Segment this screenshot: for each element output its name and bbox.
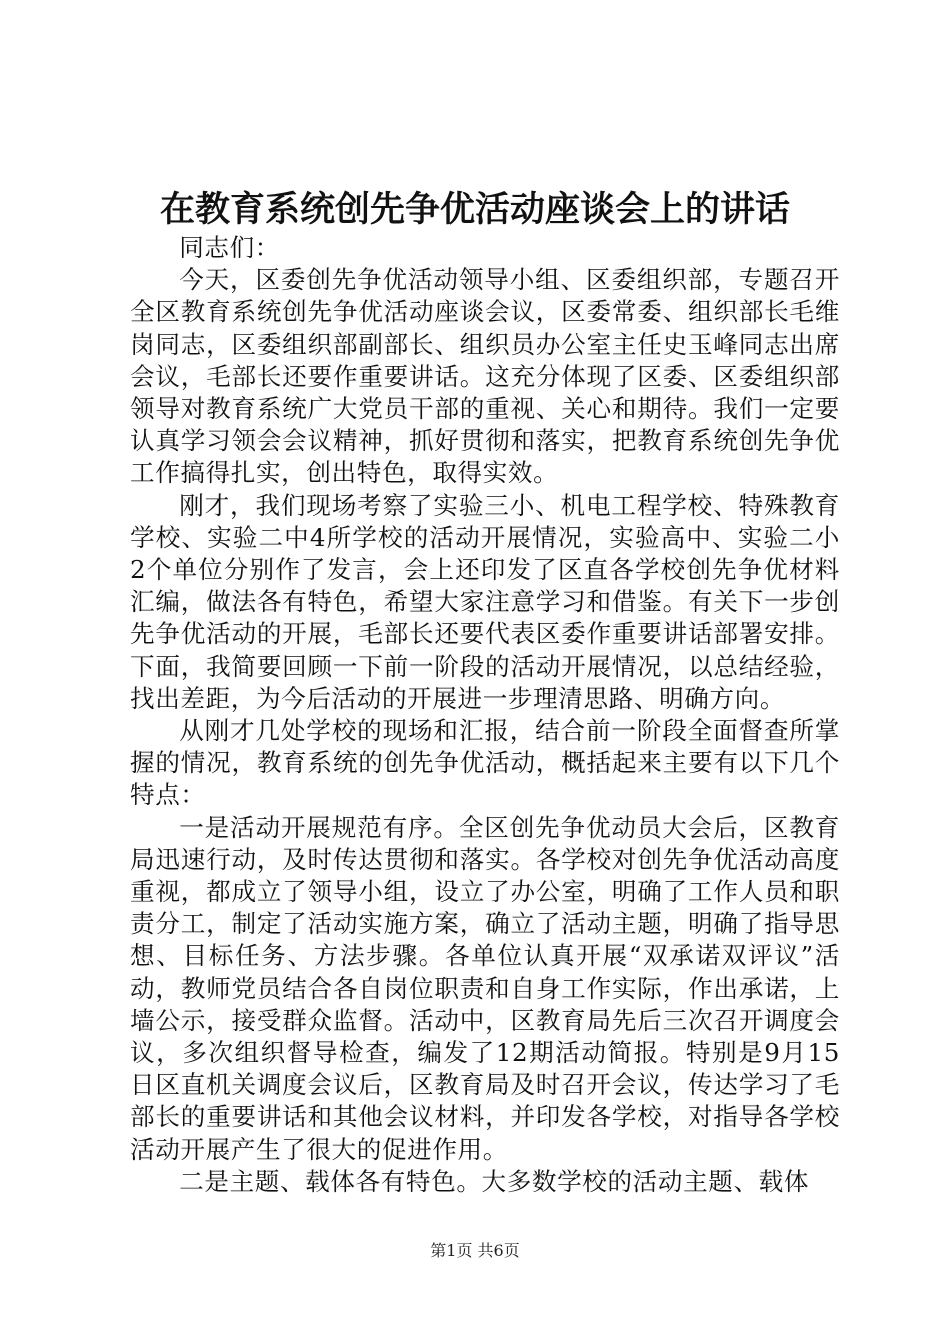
paragraph: 今天，区委创先争优活动领导小组、区委组织部，专题召开全区教育系统创先争优活动座谈会议，区委常委、组织部长毛维岗同志，区委组织部副部长、组织员办公室主任史玉峰同志出席会议，毛部长还要作重要讲话。这充分体现了区委、区委组织部领导对教育系统广大党员干部的重视、关心和期待。我们一定要认真学习领会会议精神，抓好贯彻和落实，把教育系统创先争优工作搞得扎实，创出特色，取得实效。 [130, 265, 840, 488]
paragraph: 刚才，我们现场考察了实验三小、机电工程学校、特殊教育学校、实验二中4所学校的活动开展情况，实验高中、实验二小2个单位分别作了发言，会上还印发了区直各学校创先争优材料汇编，做法各有特色，希望大家注意学习和借鉴。有关下一步创先争优活动的开展，毛部长还要代表区委作重要讲话部署安排。下面，我简要回顾一下前一阶段的活动开展情况，以总结经验，找出差距，为今后活动的开展进一步理清思路、明确方向。 [130, 490, 840, 713]
paragraph: 从刚才几处学校的现场和汇报，结合前一阶段全面督查所掌握的情况，教育系统的创先争优活动，概括起来主要有以下几个特点： [130, 716, 840, 810]
document-body [130, 232, 840, 1198]
salutation: 同志们： [179, 233, 280, 262]
document-title: 在教育系统创先争优活动座谈会上的讲话 [159, 189, 790, 230]
page-number-footer: 第1页 共6页 [430, 1241, 520, 1260]
paragraph: 一是活动开展规范有序。全区创先争优动员大会后，区教育局迅速行动，及时传达贯彻和落实。各学校对创先争优活动高度重视，都成立了领导小组，设立了办公室，明确了工作人员和职责分工，制定了活动实施方案，确立了活动主题，明确了指导思想、目标任务、方法步骤。各单位认真开展“双承诺双评议”活动，教师党员结合各自岗位职责和自身工作实际，作出承诺，上墙公示，接受群众监督。活动中，区教育局先后三次召开调度会议，多次组织督导检查，编发了12期活动简报。特别是9月15日区直机关调度会议后，区教育局及时召开会议，传达学习了毛部长的重要讲话和其他会议材料，并印发各学校，对指导各学校活动开展产生了很大的促进作用。 [130, 812, 840, 1164]
paragraph: 二是主题、载体各有特色。大多数学校的活动主题、载体 [179, 1166, 810, 1196]
